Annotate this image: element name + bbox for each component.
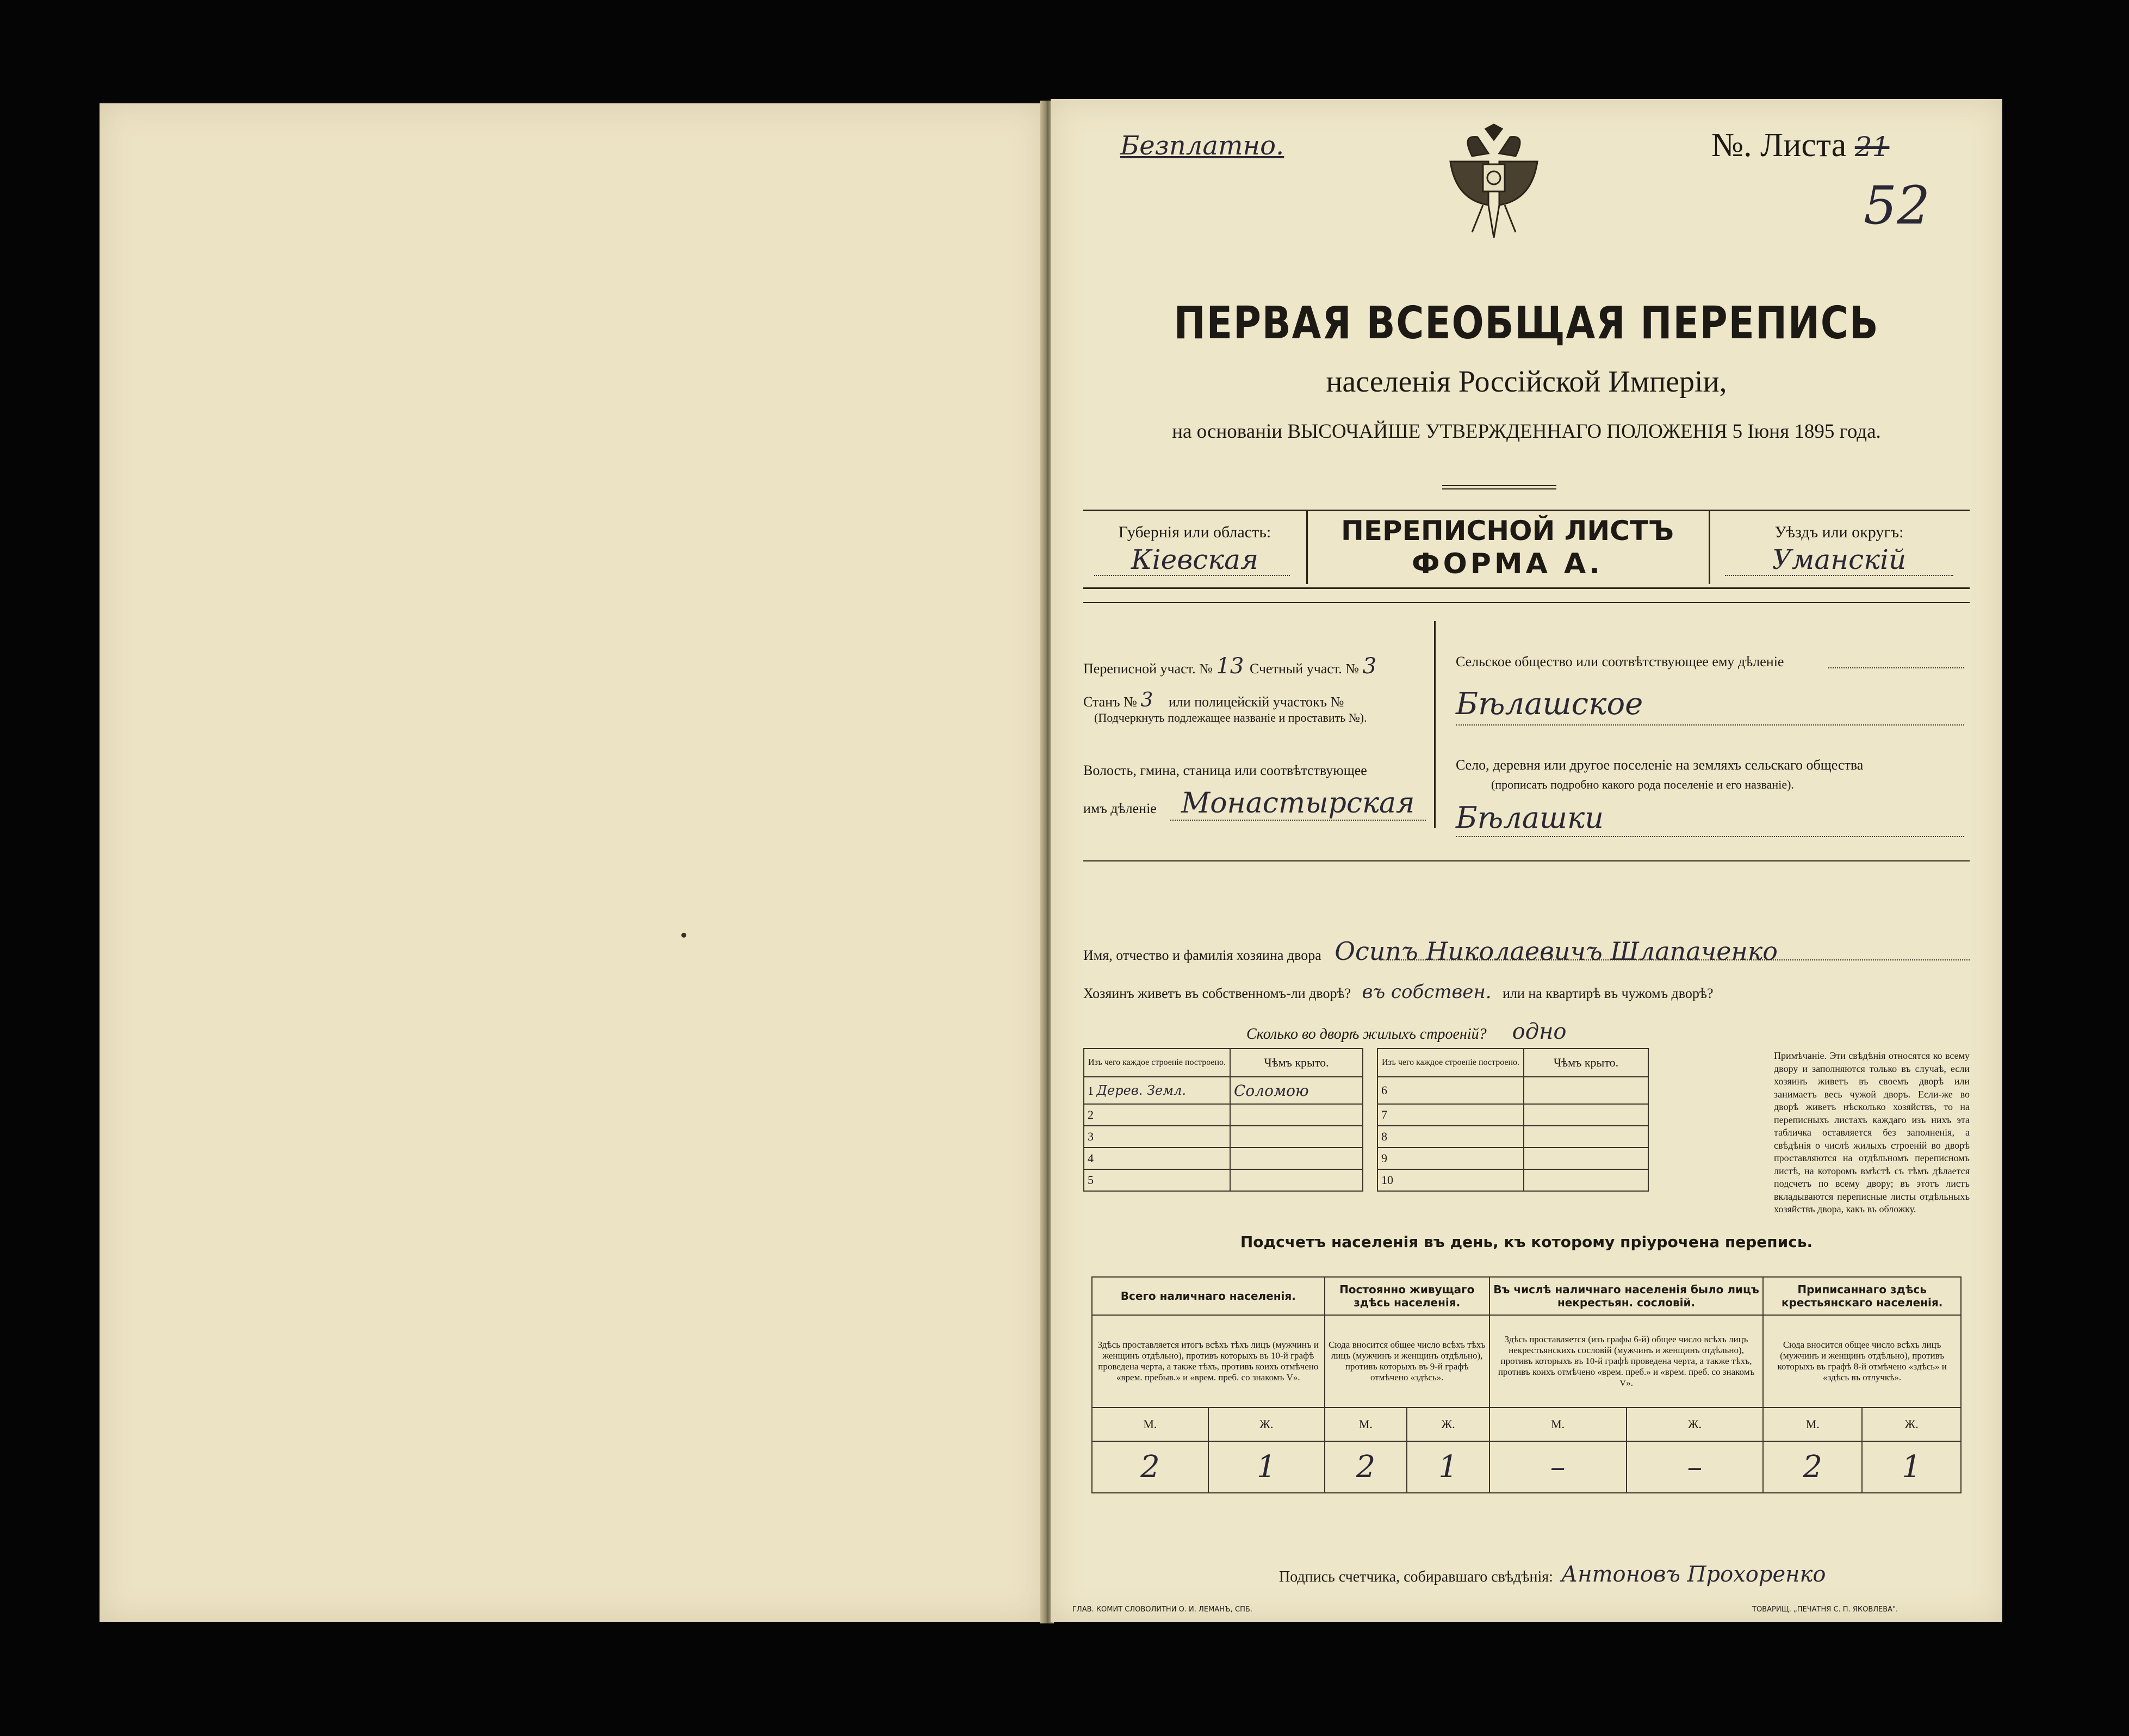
count-female: 1 xyxy=(1208,1441,1325,1493)
free-label: Безплатно. xyxy=(1120,131,1284,161)
group-title: Всего наличнаго населенія. xyxy=(1092,1277,1325,1315)
census-basis: на основаніи ВЫСОЧАЙШЕ УТВЕРЖДЕННАГО ПОЛОЖЕНІЯ 5 Іюня 1895 года. xyxy=(1172,420,1881,443)
census-area-label: Переписной участ. № xyxy=(1083,661,1213,677)
count-female: – xyxy=(1627,1441,1764,1493)
owner-value: Осипъ Николаевичъ Шлапаченко xyxy=(1334,937,1778,966)
volost-label-2: имъ дѣленіе xyxy=(1083,801,1157,816)
sheet-number-crossed: 21 xyxy=(1854,131,1890,163)
district-label: Уѣздъ или округъ: xyxy=(1774,523,1904,541)
population-count-table xyxy=(1091,1276,1962,1493)
group-desc: Сюда вносится общее число всѣхъ лицъ (мужчинъ и женщинъ отдѣльно), противъ которыхъ въ графѣ 8-й отмѣчено «здѣсь» и «здѣсь въ отлучкѣ». xyxy=(1763,1315,1961,1408)
police-label: или полицейскій участокъ № xyxy=(1168,694,1344,710)
census-subtitle: населенія Россійской Имперіи, xyxy=(1326,365,1727,399)
residence-value: въ собствен. xyxy=(1362,981,1492,1003)
count-male: – xyxy=(1489,1441,1627,1493)
volost-value: Монастырская xyxy=(1181,787,1415,820)
group-desc: Здѣсь проставляется (изъ графы 6-й) общее число всѣхъ лицъ некрестьянскихъ сословій (мужчинъ и женщинъ отдѣльно), противъ которыхъ въ 10-й графѣ проведена черта, а также тѣхъ, противъ коихъ отмѣчено «врем. преб.» и «врем. преб. со знакомъ V». xyxy=(1489,1315,1764,1408)
footer-left: ГЛАВ. КОМИТ СЛОВОЛИТНИ О. И. ЛЕМАНЪ, СПБ. xyxy=(1072,1605,1252,1614)
sheet-number-label xyxy=(1711,126,1889,165)
col-material-header: Изъ чего каждое строеніе построено. xyxy=(1084,1049,1230,1077)
male-label: М. xyxy=(1489,1408,1627,1441)
group-desc: Сюда вносится общее число всѣхъ тѣхъ лицъ (мужчинъ и женщинъ отдѣльно), противъ которыхъ въ 9-й графѣ отмѣчено «здѣсь». xyxy=(1325,1315,1489,1408)
residence-label-2: или на квартирѣ въ чужомъ дворѣ? xyxy=(1503,985,1714,1001)
village-value: Бѣлашки xyxy=(1456,801,1604,835)
owner-label: Имя, отчество и фамилія хозяина двора xyxy=(1083,947,1321,963)
police-note: (Подчеркнуть подлежащее названіе и проставить №). xyxy=(1094,711,1367,724)
buildings-table-right: Изъ чего каждое строеніе построено. Чѣмъ крыто. 6 7 8 9 10 xyxy=(1377,1048,1649,1192)
building-row: 3 xyxy=(1084,1126,1363,1148)
buildings-row xyxy=(1246,1019,1567,1044)
group-desc: Здѣсь проставляется итогъ всѣхъ тѣхъ лицъ (мужчинъ и женщинъ отдѣльно), противъ которыхъ въ 10-й графѣ проведена черта, а также тѣхъ, противъ коихъ отмѣчено «врем. пребыв.» и «врем. преб. со знакомъ V». xyxy=(1092,1315,1325,1408)
footer-right: ТОВАРИЩ. „ПЕЧАТНЯ С. П. ЯКОВЛЕВА". xyxy=(1752,1605,1898,1614)
residence-row xyxy=(1083,981,1714,1003)
society-value: Бѣлашское xyxy=(1456,686,1643,722)
province-label: Губернія или область: xyxy=(1118,523,1271,541)
count-area-value: 3 xyxy=(1362,654,1377,679)
census-area-row xyxy=(1083,654,1376,679)
info-mid-rule xyxy=(1083,860,1970,861)
form-name: ФОРМА А. xyxy=(1412,548,1603,580)
sheet-title: ПЕРЕПИСНОЙ ЛИСТЪ xyxy=(1341,515,1674,547)
count-area-label: Счетный участ. № xyxy=(1249,661,1360,677)
building-material: Дерев. Земл. xyxy=(1096,1083,1186,1098)
info-section-top-rule xyxy=(1083,602,1970,603)
group-title: Приписаннаго здѣсь крестьянскаго населенія. xyxy=(1763,1277,1961,1315)
owner-row xyxy=(1083,937,1778,966)
stan-label: Станъ № xyxy=(1083,694,1137,710)
ornamental-divider xyxy=(1442,485,1556,489)
buildings-table-left xyxy=(1083,1048,1363,1192)
count-title: Подсчетъ населенія въ день, къ которому пріурочена перепись. xyxy=(1240,1233,1813,1251)
count-female: 1 xyxy=(1407,1441,1489,1493)
signature-label: Подпись счетчика, собиравшаго свѣдѣнія: xyxy=(1279,1568,1553,1585)
left-page-blank xyxy=(100,103,1043,1622)
province-value: Кіевская xyxy=(1131,544,1259,575)
building-row: 5 xyxy=(1084,1169,1363,1191)
group-title: Постоянно живущаго здѣсь населенія. xyxy=(1325,1277,1489,1315)
building-row: 2 xyxy=(1084,1104,1363,1126)
female-label: Ж. xyxy=(1862,1408,1961,1441)
building-roof: Соломою xyxy=(1230,1077,1363,1104)
census-area-value: 13 xyxy=(1216,654,1244,679)
col-roof-header: Чѣмъ крыто. xyxy=(1230,1049,1363,1077)
census-form-page xyxy=(1051,99,2002,1622)
buildings-note: Примѣчаніе. Эти свѣдѣнія относятся ко всему двору и заполняются только въ случаѣ, если хозяинъ живетъ въ своемъ дворѣ или занимаетъ весь чужой дворъ. Если-же во дворѣ живетъ нѣсколько хозяйствъ, то на переписныхъ листахъ каждаго изъ нихъ эта табличка оставляется без заполненія, а свѣдѣнія о числѣ жилыхъ строеній во дворѣ проставляются на отдѣльномъ переписномъ листѣ, на которомъ вмѣстѣ съ тѣмъ дѣлается подсчетъ по всему двору; въ этотъ листъ вкладываются переписные листы отдѣльныхъ хозяйствъ двора, какъ въ обложку. xyxy=(1774,1050,1970,1214)
female-label: Ж. xyxy=(1407,1408,1489,1441)
stan-row xyxy=(1083,689,1344,711)
group-title: Въ числѣ наличнаго населенія было лицъ некрестьян. сословій. xyxy=(1489,1277,1764,1315)
building-row: 4 xyxy=(1084,1148,1363,1169)
village-label: Село, деревня или другое поселеніе на земляхъ сельскаго общества xyxy=(1456,757,1864,773)
sheet-number-handwritten: 52 xyxy=(1864,175,1931,236)
count-male: 2 xyxy=(1092,1441,1208,1493)
col-material-header-2: Изъ чего каждое строеніе построено. xyxy=(1377,1049,1524,1077)
district-value: Уманскій xyxy=(1772,544,1907,575)
buildings-value: одно xyxy=(1512,1019,1567,1044)
village-note: (прописать подробно какого рода поселеніе и его названіе). xyxy=(1491,778,1794,791)
sheet-label: №. Листа xyxy=(1711,127,1847,164)
male-label: М. xyxy=(1763,1408,1862,1441)
col-roof-header-2: Чѣмъ крыто. xyxy=(1524,1049,1648,1077)
male-label: М. xyxy=(1092,1408,1208,1441)
female-label: Ж. xyxy=(1627,1408,1764,1441)
count-male: 2 xyxy=(1325,1441,1407,1493)
signature-row xyxy=(1279,1562,1826,1587)
stan-value: 3 xyxy=(1140,689,1153,711)
building-row: 1 Дерев. Земл. Соломою xyxy=(1084,1077,1363,1104)
ink-dot xyxy=(681,933,686,938)
residence-label: Хозяинъ живетъ въ собственномъ-ли дворѣ? xyxy=(1083,985,1351,1001)
male-label: М. xyxy=(1325,1408,1407,1441)
female-label: Ж. xyxy=(1208,1408,1325,1441)
signature-value: Антоновъ Прохоренко xyxy=(1561,1562,1826,1587)
census-main-title: ПЕРВАЯ ВСЕОБЩАЯ ПЕРЕПИСЬ xyxy=(1174,297,1879,349)
society-label: Сельское общество или соотвѣтствующее ему дѣленіе xyxy=(1456,654,1784,669)
volost-label-1: Волость, гмина, станица или соотвѣтствующее xyxy=(1083,762,1367,778)
double-headed-eagle-emblem xyxy=(1439,123,1548,240)
count-female: 1 xyxy=(1862,1441,1961,1493)
count-male: 2 xyxy=(1763,1441,1862,1493)
buildings-label: Сколько во дворѣ жилыхъ строеній? xyxy=(1246,1026,1487,1043)
